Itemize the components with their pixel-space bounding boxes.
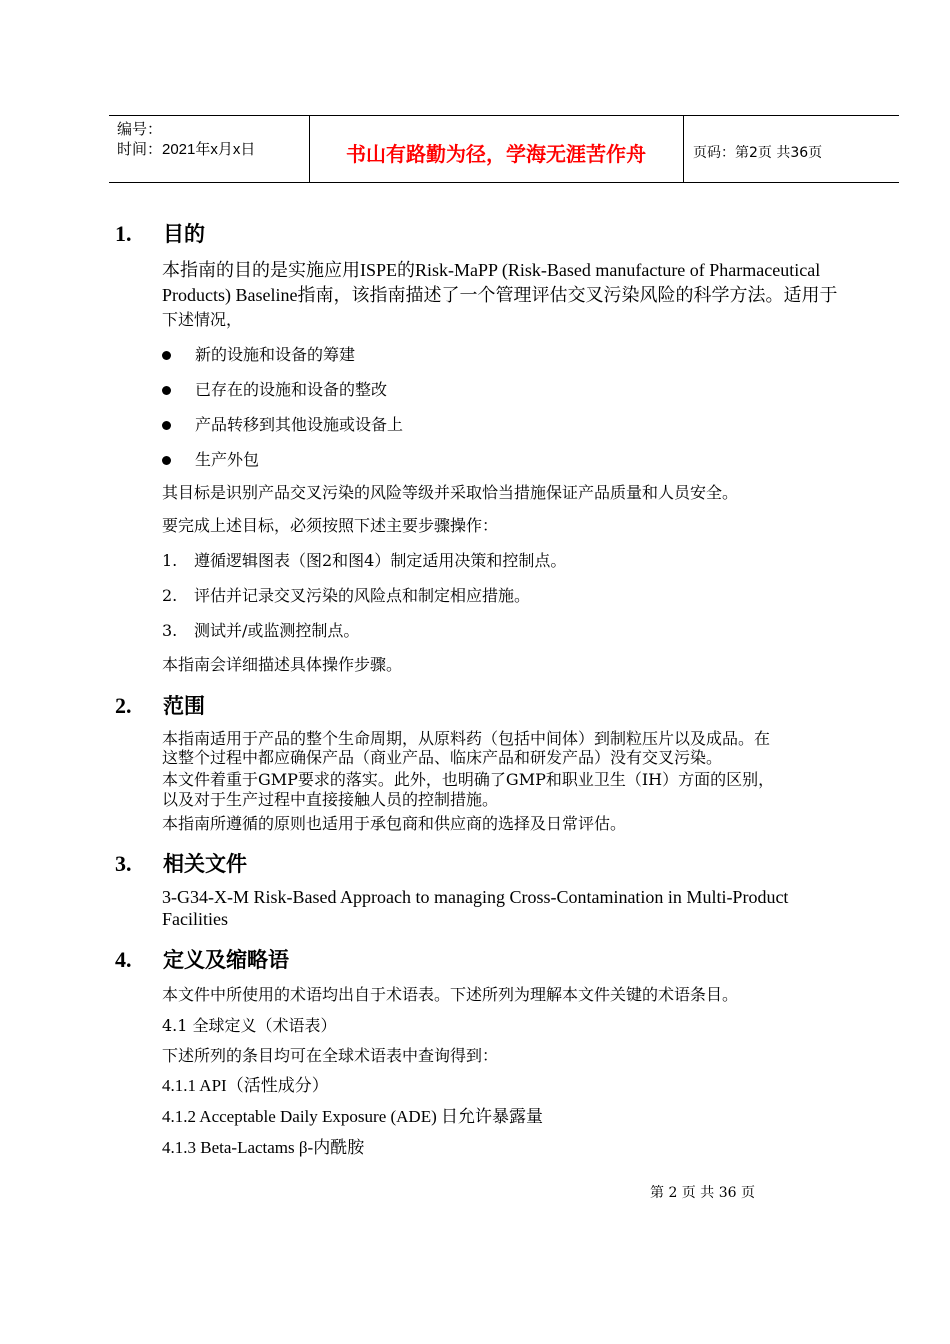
paragraph: 下述所列的条目均可在全球术语表中查询得到： [162,1046,499,1065]
paragraph-line: Products) Baseline指南，该指南描述了一个管理评估交叉污染风险的科学方法。适用于 [162,285,838,305]
section-title: 目的 [163,222,205,246]
section-heading [115,690,205,720]
bullet-icon [162,456,171,465]
section-heading [115,218,205,248]
number-label: 编号： [117,121,163,138]
section-number: 4. [115,947,132,972]
bullet-icon [162,386,171,395]
paragraph-line: 本指南适用于产品的整个生命周期，从原料药（包括中间体）到制粒压片以及成品。在 [162,729,771,748]
header-table [109,115,899,183]
header-meta [117,120,255,160]
paragraph-line: 本文件着重于GMP要求的落实。此外，也明确了GMP和职业卫生（IH）方面的区别， [162,770,775,789]
list-item: 1. 遵循逻辑图表（图2和图4）制定适用决策和控制点。 [162,551,567,570]
paragraph-line: 以及对于生产过程中直接接触人员的控制措施。 [162,790,499,809]
paragraph-line: 本指南所遵循的原则也适用于承包商和供应商的选择及日常评估。 [162,814,627,833]
paragraph: 4.1 全球定义（术语表） [162,1016,337,1035]
section-number: 3. [115,851,132,876]
paragraph: 其目标是识别产品交叉污染的风险等级并采取恰当措施保证产品质量和人员安全。 [162,483,739,502]
bullet-icon [162,421,171,430]
page-footer: 第 2 页 共 36 页 [650,1185,755,1201]
paragraph-line: 这整个过程中都应确保产品（商业产品、临床产品和研发产品）没有交叉污染。 [162,748,723,767]
list-item: 4.1.1 API（活性成分） [162,1076,329,1095]
list-item: 产品转移到其他设施或设备上 [162,412,403,435]
section-title: 定义及缩略语 [163,948,289,972]
section-heading [115,944,289,974]
paragraph-line: 3-G34-X-M Risk-Based Approach to managing Cross-Contamination in Multi-Product [162,887,789,907]
section-heading [115,848,247,878]
list-item: 4.1.3 Beta-Lactams β-内酰胺 [162,1138,365,1157]
time-label: 时间：2021年x月x日 [117,141,256,158]
list-item: 2. 评估并记录交叉污染的风险点和制定相应措施。 [162,586,531,605]
header-motto: 书山有路勤为径，学海无涯苦作舟 [346,142,646,166]
paragraph: 本文件中所使用的术语均出自于术语表。下述所列为理解本文件关键的术语条目。 [162,985,739,1004]
paragraph-line: Facilities [162,909,228,929]
list-item: 生产外包 [162,447,259,470]
section-title: 相关文件 [163,852,247,876]
section-number: 1. [115,221,132,246]
bullet-icon [162,351,171,360]
paragraph-line: 下述情况， [162,310,243,329]
divider [683,116,684,182]
page-info: 页码：第2页 共36页 [693,145,823,161]
list-item: 新的设施和设备的筹建 [162,342,355,365]
section-title: 范围 [163,694,205,718]
section-number: 2. [115,693,132,718]
list-item: 已存在的设施和设备的整改 [162,377,387,400]
paragraph: 要完成上述目标，必须按照下述主要步骤操作： [162,516,499,535]
list-item: 4.1.2 Acceptable Daily Exposure (ADE) 日允许暴露量 [162,1107,543,1126]
paragraph-line: 本指南的目的是实施应用ISPE的Risk-MaPP (Risk-Based manufacture of Pharmaceutical [162,260,821,280]
paragraph: 本指南会详细描述具体操作步骤。 [162,655,403,674]
list-item: 3. 测试并/或监测控制点。 [162,621,360,640]
